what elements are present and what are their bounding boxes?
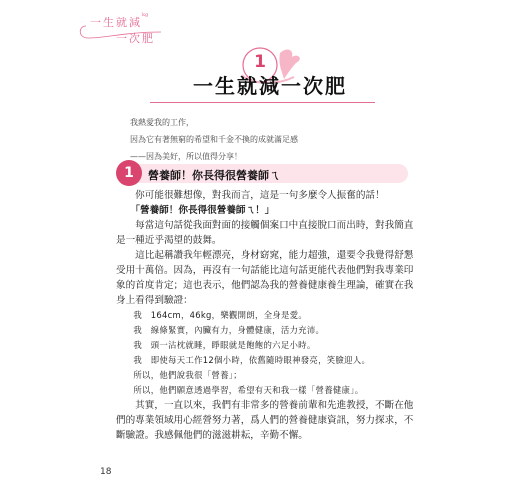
- epigraph: [130, 114, 298, 165]
- self-description-line: 我 即使每天工作12個小時，依舊隨時眼神發亮，笑臉迎人。: [116, 355, 371, 365]
- page-number: 18: [100, 467, 112, 477]
- epigraph-line: 我熱愛我的工作，: [130, 118, 194, 127]
- paragraph: 每當這句話從我面對面的接觸個案口中直接脫口而出時，對我簡直是一種近乎渴望的鼓舞。: [116, 220, 414, 246]
- self-description-lines: [116, 308, 416, 398]
- section-title: 營養師！你長得很營養師ㄟ: [148, 169, 280, 182]
- epigraph-line: 因為它有著無窮的希望和千金不換的成就滿足感: [130, 135, 298, 144]
- chapter-divider: [150, 102, 375, 103]
- chapter-title: 一生就減一次肥: [193, 74, 347, 98]
- epigraph-line: ——因為美好，所以值得分享！: [130, 152, 242, 161]
- self-description-line: 我 線條緊實，內臟有力，身體健康，活力充沛。: [116, 325, 325, 335]
- paragraph: 你可能很難想像，對我而言，這是一句多麼令人振奮的話！: [116, 190, 385, 201]
- logo-text-line1: 一生就減: [90, 16, 142, 29]
- self-description-line: 所以，他們願意透過學習，希望有天和我一樣「營養健康」。: [116, 385, 364, 395]
- self-description-line: 所以，他們說我很「營養」；: [116, 370, 242, 380]
- logo-text-line2: 一次肥: [116, 32, 155, 45]
- body-text: [116, 188, 416, 443]
- paragraph: 這比起稱讚我年輕漂亮，身材窈窕，能力超強，還要令我覺得舒懇受用十萬倍。因為，再沒有一句話能比這句話更能代表他們對我專業印象的首度肯定；這也表示，他們認為我的營養健康養生理論，確實在我身上看得到驗證：: [116, 250, 414, 306]
- logo-small-text: kg: [142, 12, 149, 18]
- self-description-line: 我 164cm，46kg，樂觀開朗，全身是愛。: [116, 310, 308, 320]
- self-description-line: 我 頭一沾枕就睡，睜眼就是飽飽的六足小時。: [116, 340, 316, 350]
- quote-paragraph: 「營養師！你長得很營養師ㄟ！」: [116, 205, 275, 216]
- closing-paragraph: 其實，一直以來，我們有非常多的營養前輩和先進教授，不斷在他們的專業領域用心經營努力著，爲人們的營養健康資訊，努力探求，不斷驗證。我感佩他們的滋滋耕耘，辛勤不懈。: [116, 400, 414, 441]
- chapter-number: 1: [254, 52, 266, 72]
- section-number: 1: [116, 160, 142, 186]
- book-logo: [76, 12, 166, 48]
